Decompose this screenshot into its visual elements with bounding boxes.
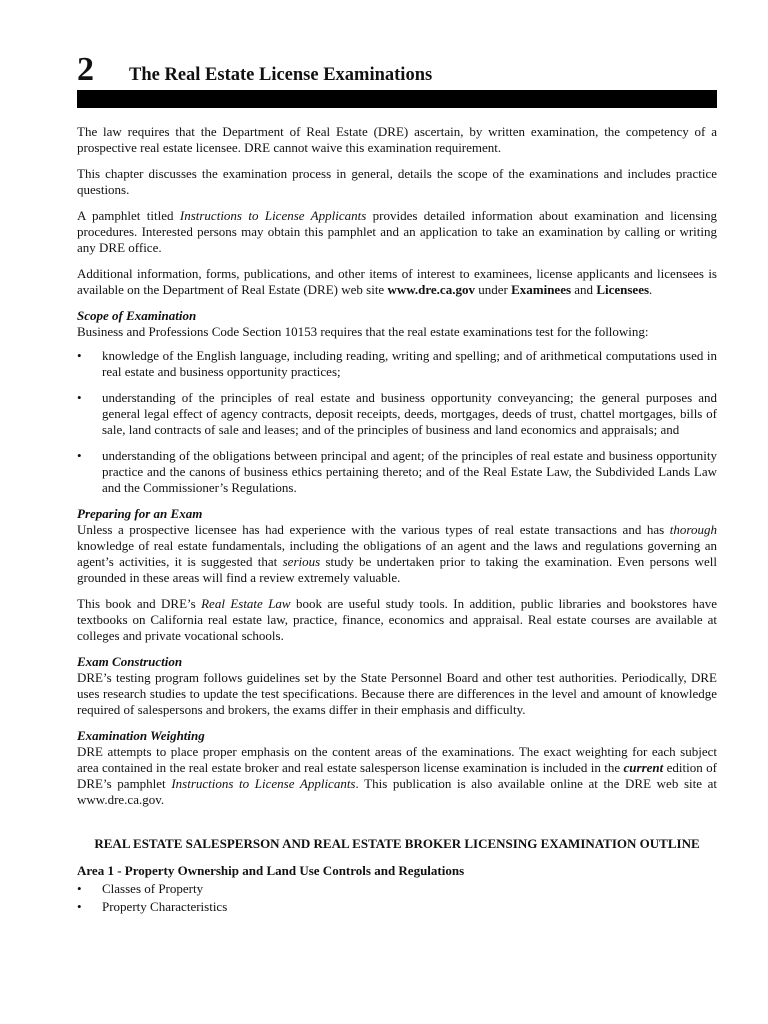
preparing-paragraph-1: [77, 522, 717, 586]
list-item-text: knowledge of the English language, including reading, writing and spelling; and of arithmetical computations used in real estate and business opportunity practices;: [102, 348, 717, 379]
list-item: [77, 898, 717, 916]
bullet-glyph: •: [77, 390, 82, 405]
emphasis-serious: serious: [282, 554, 321, 569]
licensees-text: Licensees: [596, 282, 650, 297]
book-title: Real Estate Law: [201, 596, 291, 611]
text-run: Unless a prospective licensee has had experience with the various types of real estate transactions and has: [77, 522, 670, 537]
text-run: DRE attempts to place proper emphasis on the content areas of the examinations. The exact weighting for each subject area contained in the real estate broker and real estate salesperson license examination is included in the: [77, 744, 717, 775]
text-run: edition of DRE’s pamphlet: [77, 760, 718, 791]
intro-paragraph-3: [77, 208, 717, 256]
text-run: A pamphlet titled: [77, 208, 180, 223]
intro-paragraph-2: This chapter discusses the examination process in general, details the scope of the examinations and includes practice questions.: [77, 166, 717, 197]
chapter-header: [77, 52, 717, 88]
bullet-glyph: •: [77, 899, 82, 914]
chapter-title: The Real Estate License Examinations: [129, 65, 433, 85]
preparing-heading: Preparing for an Exam: [77, 506, 203, 521]
emphasis-current: current: [623, 760, 664, 775]
list-item-text: Property Characteristics: [102, 899, 228, 914]
area-1-heading: Area 1 - Property Ownership and Land Use Controls and Regulations: [77, 863, 465, 878]
list-item: [77, 390, 717, 438]
text-run: .: [649, 282, 653, 297]
text-run: under: [474, 282, 512, 297]
text-run: Additional information, forms, publications, and other items of interest to examinees, license applicants and licensees is available on the Department of Real Estate (DRE) web site: [77, 266, 717, 297]
outline-title: REAL ESTATE SALESPERSON AND REAL ESTATE BROKER LICENSING EXAMINATION OUTLINE: [94, 836, 700, 851]
text-run: provides detailed information about examination and licensing procedures. Interested persons may obtain this pamphlet and an application to take an examination by calling or writing any DRE office.: [77, 208, 718, 255]
scope-bullet-list: [77, 348, 717, 496]
scope-heading: Scope of Examination: [77, 308, 197, 323]
list-item-text: understanding of the principles of real estate and business opportunity conveyancing; the general purposes and general legal effect of agency contracts, deposit receipts, deeds, mortgages, deeds of trust, chattel mortgages, bills of sale, land contracts of sale and leases; and of the principles of business and land economics and appraisals; and: [102, 390, 717, 437]
bullet-glyph: •: [77, 881, 82, 896]
examinees-text: Examinees: [511, 282, 572, 297]
pamphlet-title: Instructions to License Applicants: [179, 208, 367, 223]
construction-text: DRE’s testing program follows guidelines set by the State Personnel Board and other test authorities. Periodically, DRE uses research studies to update the test specifications. Because there are differences in the level and amount of knowledge required of salespersons and brokers, the exams differ in their emphasis and difficulty.: [77, 670, 717, 717]
scope-text: Business and Professions Code Section 10153 requires that the real estate examinations test for the following:: [77, 324, 649, 339]
chapter-body: [77, 124, 717, 916]
emphasis-thorough: thorough: [669, 522, 717, 537]
weighting-text: [77, 744, 717, 808]
list-item-text: understanding of the obligations between principal and agent; of the principles of real estate and business opportunity practice and the canons of business ethics pertaining thereto; and of the Real Estate Law, the Subdivided Lands Law and the Commissioner’s Regulations.: [102, 448, 717, 495]
list-item: [77, 348, 717, 380]
weighting-heading: Examination Weighting: [77, 728, 205, 743]
text-run: . This publication is also available online at the DRE web site at www.dre.ca.gov.: [77, 776, 718, 807]
list-item: [77, 880, 717, 898]
pamphlet-title: Instructions to License Applicants: [171, 776, 356, 791]
text-run: This book and DRE’s: [77, 596, 202, 611]
text-run: knowledge of real estate fundamentals, including the obligations of an agent and the laws and regulations governing an agent’s activities, it is suggested that: [77, 538, 717, 569]
chapter-number: 2: [77, 51, 94, 88]
area-1-list: [77, 880, 717, 916]
text-run: and: [571, 282, 597, 297]
preparing-paragraph-2: [77, 596, 717, 644]
website-text: www.dre.ca.gov: [387, 282, 475, 297]
construction-heading: Exam Construction: [77, 654, 183, 669]
intro-paragraph-1: The law requires that the Department of Real Estate (DRE) ascertain, by written examination, the competency of a prospective real estate licensee. DRE cannot waive this examination requirement.: [77, 124, 717, 155]
text-run: study be undertaken prior to taking the examination. Even persons well grounded in these areas will find a review extremely valuable.: [77, 554, 717, 585]
list-item: [77, 448, 717, 496]
bullet-glyph: •: [77, 348, 82, 363]
document-page: [77, 52, 717, 916]
list-item-text: Classes of Property: [102, 881, 204, 896]
text-run: book are useful study tools. In addition, public libraries and bookstores have textbooks on California real estate law, practice, finance, economics and appraisal. Real estate courses are available at colleges and private vocational schools.: [77, 596, 717, 643]
intro-paragraph-4: [77, 266, 717, 298]
bullet-glyph: •: [77, 448, 82, 463]
